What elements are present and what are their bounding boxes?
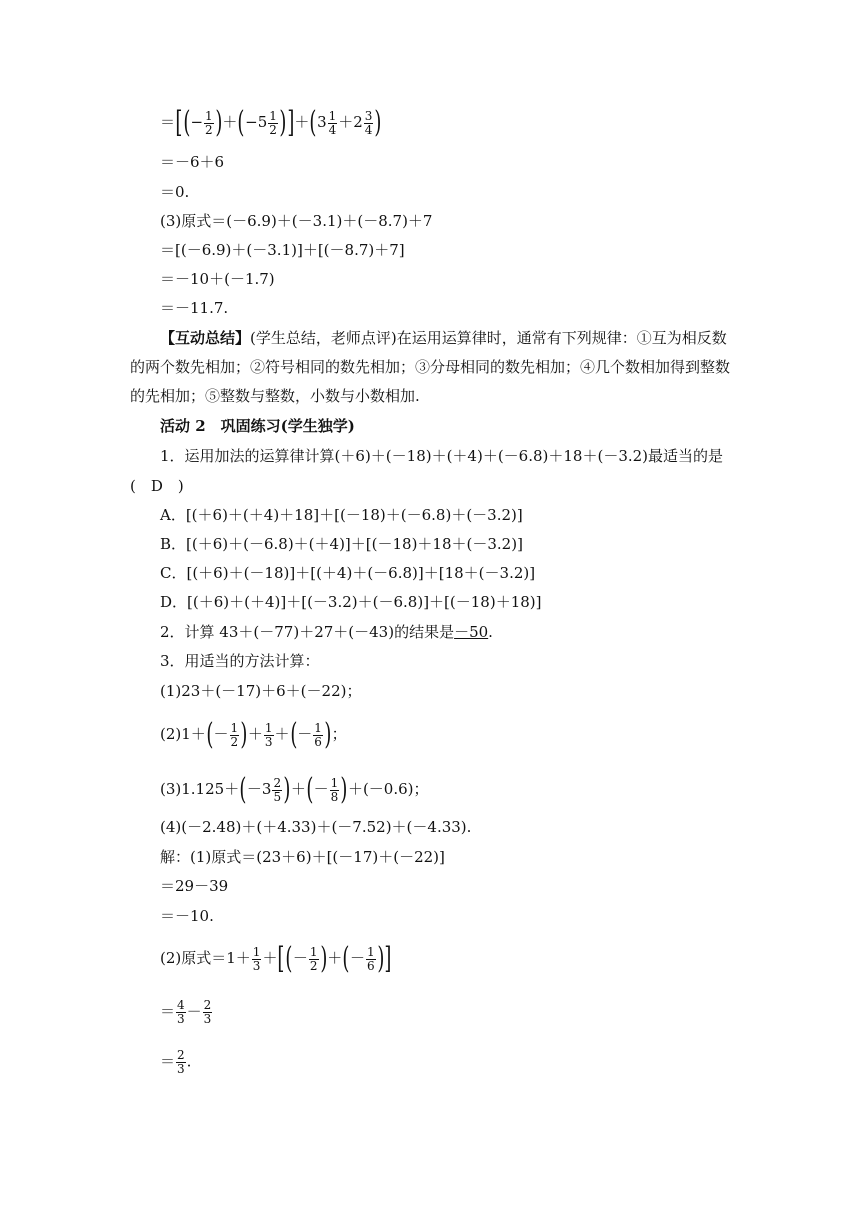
paren-open: ( [285, 941, 293, 976]
equation-line-3: ＝0. [160, 183, 190, 201]
plus: ＋ [262, 949, 278, 967]
question-2 [160, 622, 493, 642]
equation-line-5: ＝[(－6.9)＋(－3.1)]＋[(－8.7)＋7] [160, 241, 405, 259]
solution-line-5 [160, 999, 213, 1026]
solution-line-4 [160, 941, 392, 976]
paren-open: ( [206, 717, 214, 752]
plus: ＋ [222, 113, 238, 131]
problem-tail: ＋(－0.6)； [347, 780, 429, 798]
period: . [488, 623, 493, 641]
problem-2 [160, 717, 347, 752]
period: . [186, 1052, 192, 1071]
minus: － [313, 780, 329, 798]
solution-line-2: ＝29－39 [160, 877, 229, 895]
fraction: $\frac{1}{6}$ [367, 944, 375, 973]
equals-sign: ＝ [160, 1002, 176, 1021]
paren-close: ) [377, 941, 385, 976]
paren-close: ) [319, 941, 327, 976]
paren-open: ( [306, 772, 314, 807]
problem-3 [160, 772, 429, 807]
plus: ＋ [294, 113, 310, 131]
minus: － [350, 949, 366, 967]
fraction: $\frac{2}{5}$ [273, 775, 282, 804]
equation-line-4: (3)原式＝(－6.9)＋(－3.1)＋(－8.7)＋7 [160, 212, 433, 230]
option-c: C．[(＋6)＋(－18)]＋[(＋4)＋(－6.8)]＋[18＋(－3.2)] [160, 564, 536, 582]
equation-line-6: ＝－10＋(－1.7) [160, 270, 275, 288]
option-a: A．[(＋6)＋(＋4)＋18]＋[(－18)＋(－6.8)＋(－3.2)] [160, 506, 523, 524]
problem-1: (1)23＋(－17)＋6＋(－22)； [160, 682, 362, 700]
option-b: B．[(＋6)＋(－6.8)＋(＋4)]＋[(－18)＋18＋(－3.2)] [160, 535, 523, 553]
mixed-number-whole: −5 [245, 113, 268, 131]
fraction: $\frac{1}{2}$ [205, 108, 213, 137]
paren-close: ) [283, 772, 291, 807]
plus: ＋2 [338, 113, 363, 131]
fraction: $\frac{1}{6}$ [314, 720, 322, 749]
minus: − [190, 113, 204, 131]
equation-line-7: ＝－11.7. [160, 299, 229, 317]
summary-paragraph-line-2: 的两个数先相加；②符号相同的数先相加；③分母相同的数先相加；④几个数相加得到整数 [130, 358, 731, 376]
problem-label: (3)1.125＋ [160, 780, 240, 798]
question-2-answer: －50 [454, 623, 489, 641]
summary-paragraph-line-3: 的先相加；⑤整数与整数，小数与小数相加. [130, 387, 420, 405]
equation-line-1 [160, 105, 382, 140]
problem-4: (4)(－2.48)＋(＋4.33)＋(－7.52)＋(－4.33). [160, 818, 472, 836]
semicolon: ； [331, 725, 347, 743]
fraction: $\frac{1}{8}$ [330, 775, 339, 804]
paren-open: ( [309, 105, 317, 140]
summary-text: (学生总结，老师点评)在运用运算律时，通常有下列规律：①互为相反数 [250, 329, 727, 347]
minus: － [186, 1002, 202, 1021]
paren-close: ) [374, 105, 382, 140]
activity-heading: 活动 2 巩固练习(学生独学) [160, 417, 355, 435]
fraction: $\frac{3}{4}$ [364, 108, 373, 137]
solution-line-3: ＝－10. [160, 907, 214, 925]
minus: － [297, 725, 313, 743]
mixed-number-whole: 3 [317, 113, 327, 131]
fraction: $\frac{1}{2}$ [230, 720, 239, 749]
outer-bracket-open: [ [175, 105, 183, 140]
question-1-text: 1．运用加法的运算律计算(＋6)＋(－18)＋(＋4)＋(－6.8)＋18＋(－3.2)最适当的是 [160, 447, 724, 465]
paren-open: ( [183, 105, 191, 140]
summary-title: 【互动总结】 [160, 329, 251, 347]
paren-close: ) [340, 772, 348, 807]
paren-open: ( [289, 717, 297, 752]
problem-label: (2)1＋ [160, 725, 206, 743]
question-1-answer: ( D ) [130, 477, 184, 495]
solution-label: (2)原式＝1＋ [160, 949, 251, 967]
fraction: $\frac{1}{3}$ [264, 720, 273, 749]
outer-bracket-open: [ [277, 941, 285, 976]
mixed-number-whole: －3 [246, 780, 272, 798]
fraction: $\frac{1}{3}$ [252, 944, 261, 973]
plus: ＋ [327, 949, 343, 967]
paren-close: ) [324, 717, 332, 752]
plus: ＋ [290, 780, 306, 798]
plus: ＋ [274, 725, 290, 743]
equals-sign: ＝ [160, 1052, 176, 1071]
equals-sign: ＝ [160, 113, 176, 131]
fraction: $\frac{1}{4}$ [328, 108, 337, 137]
solution-line-6 [160, 1049, 191, 1076]
paren-open: ( [342, 941, 350, 976]
plus: ＋ [247, 725, 263, 743]
fraction: $\frac{4}{3}$ [177, 998, 185, 1026]
paren-open: ( [237, 105, 245, 140]
paren-close: ) [240, 717, 248, 752]
option-d: D．[(＋6)＋(＋4)]＋[(－3.2)＋(－6.8)]＋[(－18)＋18)] [160, 593, 542, 611]
fraction: $\frac{1}{2}$ [309, 944, 318, 973]
minus: － [213, 725, 229, 743]
minus: － [292, 949, 308, 967]
outer-bracket-close: ] [384, 941, 392, 976]
question-2-text: 2．计算 43＋(－77)＋27＋(－43)的结果是 [160, 623, 455, 641]
equation-line-2: ＝－6＋6 [160, 153, 225, 171]
fraction: $\frac{2}{3}$ [177, 1048, 185, 1076]
paren-close: ) [279, 105, 287, 140]
paren-close: ) [215, 105, 223, 140]
paren-open: ( [239, 772, 247, 807]
outer-bracket-close: ] [286, 105, 294, 140]
fraction: $\frac{2}{3}$ [203, 998, 212, 1026]
summary-paragraph-line-1 [160, 328, 727, 348]
question-3: 3．用适当的方法计算： [160, 652, 320, 670]
solution-line-1: 解：(1)原式＝(23＋6)＋[(－17)＋(－22)] [160, 848, 445, 866]
fraction: $\frac{1}{2}$ [269, 108, 277, 137]
